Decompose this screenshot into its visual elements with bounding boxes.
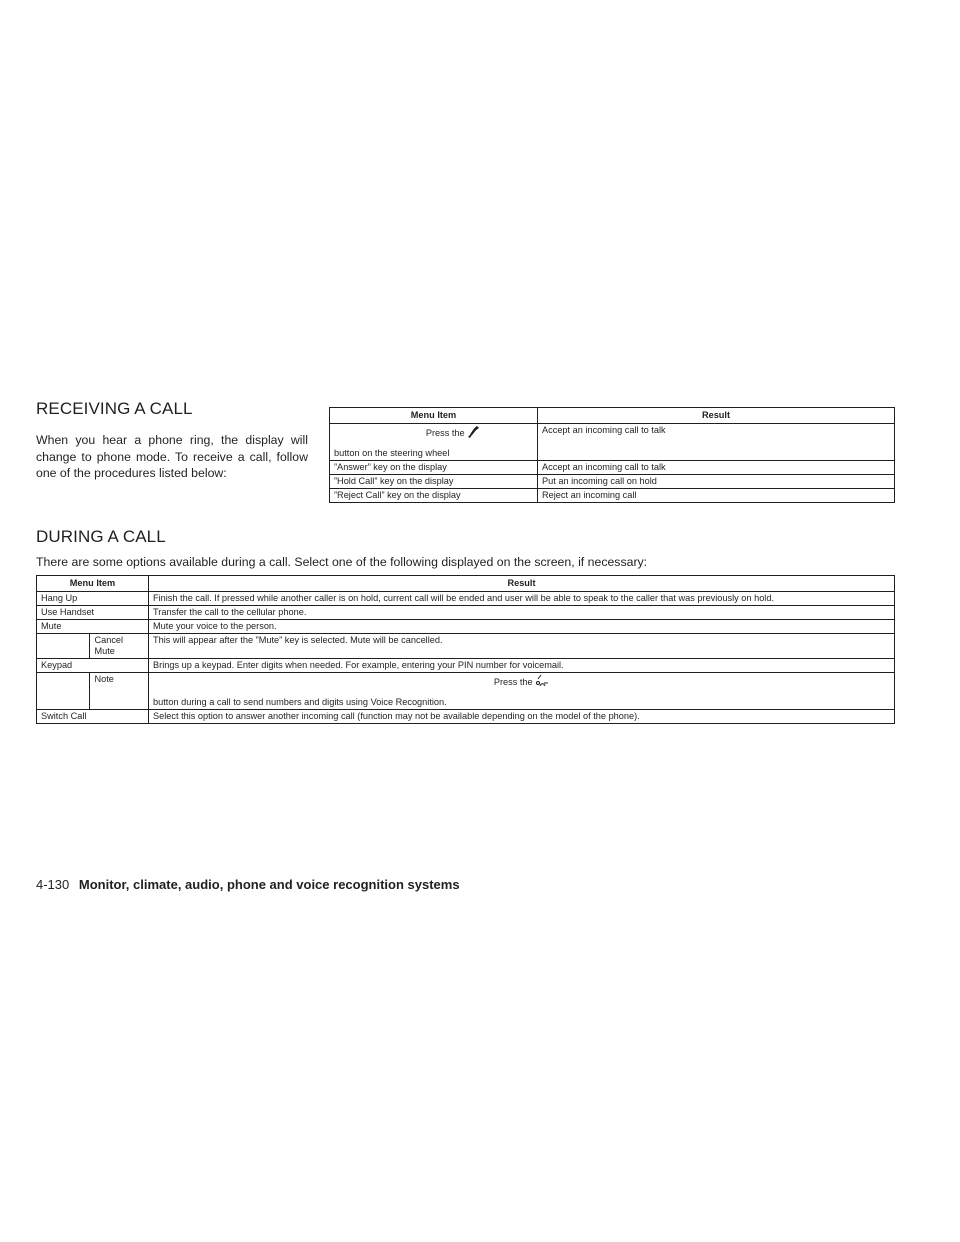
menu-item-cell: Note [90,673,149,710]
menu-item-cell: Cancel Mute [90,634,149,659]
result-cell: Accept an incoming call to talk [538,461,895,475]
menu-item-cell: Switch Call [37,710,149,724]
table-row [37,592,895,606]
phone-icon [467,425,481,442]
table-row [37,659,895,673]
header-menu-item: Menu Item [330,408,538,424]
result-cell: Finish the call. If pressed while another caller is on hold, current call will be ended and user will be able to speak to the caller that was previously on hold. [149,592,895,606]
menu-item-cell: Hang Up [37,592,149,606]
press-the-text: Press the [493,676,533,687]
receiving-intro: When you hear a phone ring, the display will change to phone mode. To receive a call, follow one of the procedures listed below: [36,433,308,480]
page-footer [36,877,460,892]
table-header-row [37,576,895,592]
menu-item-cell: ”Hold Call” key on the display [330,475,538,489]
voice-talk-icon [535,674,549,691]
steering-wheel-text: button on the steering wheel [334,448,450,458]
table-header-row [330,408,895,424]
result-cell: Select this option to answer another incoming call (function may not be available depending on the model of the phone). [149,710,895,724]
result-cell: Accept an incoming call to talk [538,424,895,461]
menu-item-cell: ”Reject Call” key on the display [330,489,538,503]
table-row [37,673,895,710]
table-row [330,424,895,461]
result-cell: Brings up a keypad. Enter digits when needed. For example, entering your PIN number for voicemail. [149,659,895,673]
table-row [37,620,895,634]
note-text: button during a call to send numbers and digits using Voice Recognition. [153,697,447,707]
menu-item-cell: Mute [37,620,149,634]
during-heading: DURING A CALL [36,527,166,546]
header-menu-item: Menu Item [37,576,149,592]
steering-button-cell [330,424,538,461]
result-cell: Reject an incoming call [538,489,895,503]
menu-item-cell: ”Answer” key on the display [330,461,538,475]
result-cell: Put an incoming call on hold [538,475,895,489]
during-table [36,575,895,724]
table-row [37,634,895,659]
receiving-table [329,407,895,503]
result-cell [149,673,895,710]
result-cell: Mute your voice to the person. [149,620,895,634]
indent-cell [37,673,90,710]
section-title: Monitor, climate, audio, phone and voice recognition systems [78,877,460,892]
table-row [37,710,895,724]
header-result: Result [538,408,895,424]
result-cell: Transfer the call to the cellular phone. [149,606,895,620]
menu-item-cell: Use Handset [37,606,149,620]
table-row [330,461,895,475]
page-number: 4-130 [36,877,70,892]
table-row [330,489,895,503]
table-row [37,606,895,620]
during-intro: There are some options available during a call. Select one of the following displayed on the screen, if necessary: [36,555,648,569]
result-cell: This will appear after the ”Mute” key is selected. Mute will be cancelled. [149,634,895,659]
table-row [330,475,895,489]
header-result: Result [149,576,895,592]
indent-cell [37,634,90,659]
receiving-heading: RECEIVING A CALL [36,399,193,418]
menu-item-cell: Keypad [37,659,149,673]
press-the-text: Press the [425,427,465,438]
